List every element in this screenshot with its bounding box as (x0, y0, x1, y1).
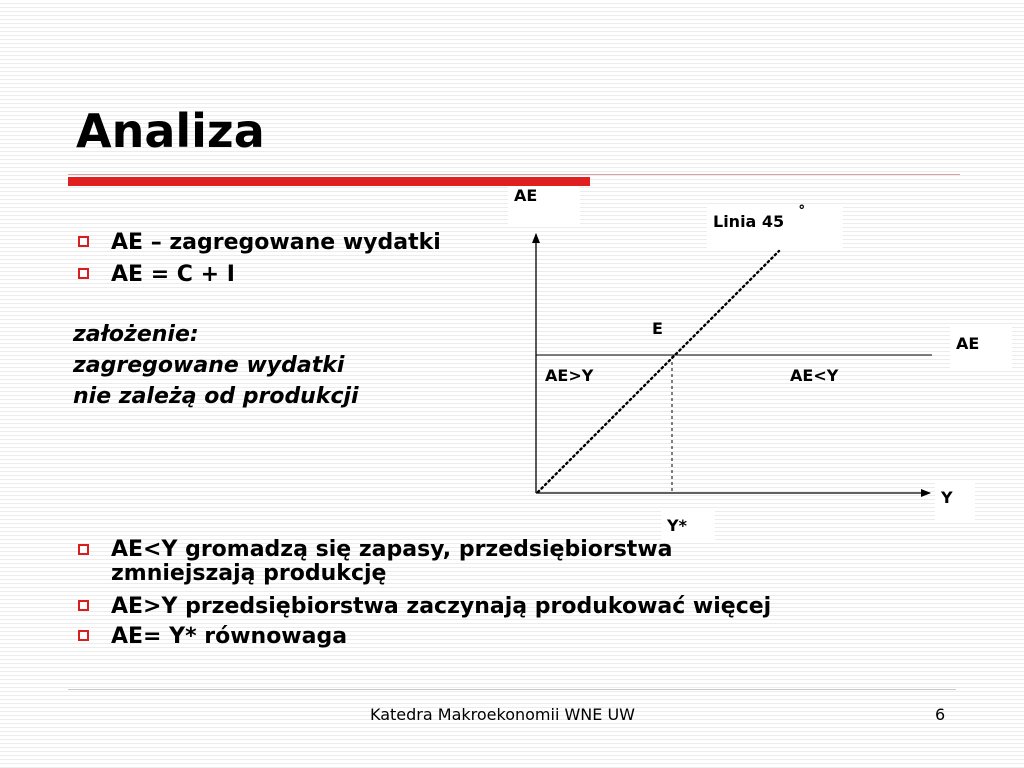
bullet-item-equilibrium (78, 624, 347, 650)
bullet-item-ae-greater-than-y (78, 594, 771, 620)
line45-label (707, 206, 843, 248)
footer-department: Katedra Makroekonomii WNE UW (370, 705, 635, 724)
bullet-text: AE>Y przedsiębiorstwa zaczynają produkować więcej (111, 594, 772, 619)
bullet-item-ae-less-than-y (78, 538, 672, 586)
bullet-text (111, 538, 672, 586)
bullet-text-line: AE<Y gromadzą się zapasy, przedsiębiorstwa (111, 537, 673, 562)
ae-axis-label-text: AE (514, 186, 538, 205)
square-bullet-icon (78, 600, 89, 611)
equilibrium-output-label-text: Y* (667, 516, 687, 535)
slide-title: Analiza (76, 104, 265, 158)
ae-axis-label (508, 186, 580, 226)
right-region-label: AE<Y (790, 366, 839, 385)
line45-label-text: Linia 45 (713, 212, 785, 231)
degree-sign: ˚ (797, 204, 806, 223)
left-region-label: AE>Y (545, 366, 594, 385)
ae-line-label-text: AE (956, 334, 980, 353)
bullet-text: AE – zagregowane wydatki (111, 230, 441, 255)
y-axis-label-text: Y (941, 488, 953, 507)
page-number: 6 (935, 705, 946, 724)
bullet-text-line: zmniejszają produkcję (111, 561, 387, 586)
bullet-text: AE = C + I (111, 262, 235, 287)
bullet-text: AE= Y* równowaga (111, 624, 348, 649)
assumption-line: zagregowane wydatki (73, 353, 345, 378)
equilibrium-output-label (661, 510, 715, 540)
square-bullet-icon (78, 544, 89, 555)
assumption-heading: założenie: (73, 322, 199, 347)
equilibrium-point-label: E (652, 319, 663, 338)
square-bullet-icon (78, 630, 89, 641)
y-axis-label (935, 480, 975, 520)
ae-line-label (950, 326, 1012, 368)
assumption-line: nie zależą od produkcji (73, 384, 359, 409)
